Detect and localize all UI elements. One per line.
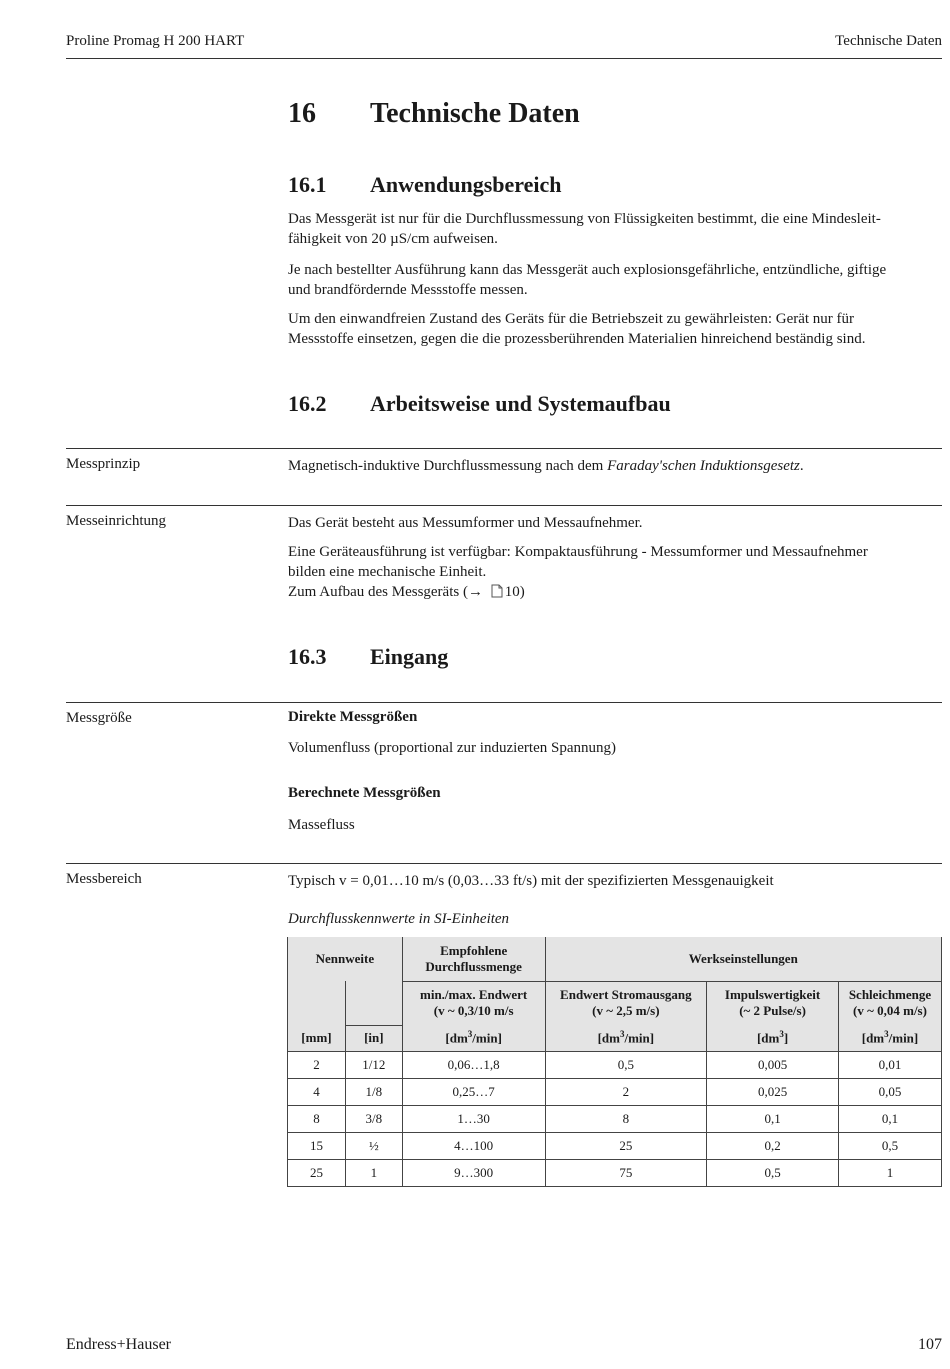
label-messprinzip: Messprinzip: [66, 456, 141, 472]
header-line: Endwert Stromausgang: [560, 987, 692, 1003]
page-icon: [491, 584, 503, 598]
row-rule: [66, 448, 942, 449]
table-cell: 0,025: [707, 1078, 839, 1105]
table-cell: 0,01: [839, 1051, 942, 1078]
table-cell: 1/12: [345, 1051, 402, 1078]
unit-in: [in]: [345, 1025, 402, 1051]
messeinrichtung-p2: [288, 542, 943, 602]
berechnete-messgroessen-heading: Berechnete Messgrößen: [288, 785, 441, 801]
running-header-right: Technische Daten: [835, 33, 942, 49]
text-span: Magnetisch-induktive Durchflussmessung nach dem: [288, 458, 608, 474]
table-cell: 0,005: [707, 1051, 839, 1078]
header-line: (~ 2 Pulse/s): [739, 1003, 806, 1019]
messbereich-text: Typisch v = 0,01…10 m/s (0,03…33 ft/s) mit der spezifizierten Messgenauigkeit: [288, 873, 774, 889]
table-cell: 0,5: [839, 1132, 942, 1159]
faraday-law-term: Faraday'schen Induktionsgesetz: [607, 458, 800, 474]
unit-flow: $[dm^3/\min]$: [402, 1025, 545, 1051]
berechnete-messgroessen-text: Massefluss: [288, 817, 355, 833]
chapter-number: 16: [288, 98, 316, 129]
section-heading-16-1: [288, 172, 562, 198]
unit-schleich: $[dm^3/\min]$: [839, 1025, 942, 1051]
header-endwert: [545, 981, 707, 1025]
header-line: (v ~ 0,3/10 m/s: [433, 1003, 514, 1019]
header-minmax: [402, 981, 545, 1025]
arrow-right-icon: →: [467, 584, 483, 600]
table-row: [288, 1132, 942, 1159]
table-cell: 0,05: [839, 1078, 942, 1105]
chapter-title: [288, 98, 580, 130]
unit-impuls: $[dm^3]$: [707, 1025, 839, 1051]
paragraph-usage-1: [288, 209, 943, 249]
table-caption: Durchflusskennwerte in SI-Einheiten: [288, 911, 510, 927]
table-cell: ½: [345, 1132, 402, 1159]
page-number: 107: [918, 1336, 942, 1353]
table-cell: 8: [545, 1105, 707, 1132]
unit-endwert: $[dm^3/\min]$: [545, 1025, 707, 1051]
row-rule: [66, 702, 942, 703]
table-cell: 9…300: [402, 1159, 545, 1186]
text-line: Eine Geräteausführung ist verfügbar: Kompaktausführung - Messumformer und Messaufnehmer: [288, 544, 868, 560]
table-cell: 2: [545, 1078, 707, 1105]
table-cell: 0,06…1,8: [402, 1051, 545, 1078]
cross-reference[interactable]: [288, 582, 943, 602]
table-cell: 1: [345, 1159, 402, 1186]
header-line: Impulswertigkeit: [724, 987, 821, 1003]
messeinrichtung-p1: Das Gerät besteht aus Messumformer und Messaufnehmer.: [288, 515, 643, 531]
table-cell: 75: [545, 1159, 707, 1186]
table-cell: 4: [288, 1078, 346, 1105]
text-line: Messstoffe einsetzen, gegen die die prozessberührenden Materialien hinreichend beständig sind.: [288, 331, 866, 347]
table-cell: 2: [288, 1051, 346, 1078]
header-schleich: [839, 981, 942, 1025]
table-row: [288, 1159, 942, 1186]
table-cell: 3/8: [345, 1105, 402, 1132]
header-nennweite: Nennweite: [288, 937, 403, 981]
header-spacer: [345, 981, 402, 1025]
header-line: Empfohlene: [440, 942, 508, 958]
text-line: Um den einwandfreien Zustand des Geräts für die Betriebszeit zu gewährleisten: Gerät nur für: [288, 311, 855, 327]
unit-mm: [mm]: [288, 1025, 346, 1051]
section-number: 16.3: [288, 644, 327, 669]
label-messbereich: Messbereich: [66, 871, 142, 887]
section-heading-16-2: [288, 391, 671, 417]
running-header-left: Proline Promag H 200 HART: [66, 33, 245, 49]
table-cell: 25: [288, 1159, 346, 1186]
header-werkseinstellungen: Werkseinstellungen: [545, 937, 941, 981]
row-rule: [66, 505, 942, 506]
table-cell: 0,5: [545, 1051, 707, 1078]
chapter-title-text: Technische Daten: [370, 98, 580, 129]
page-reference: 10): [504, 584, 525, 600]
section-title: Eingang: [370, 644, 449, 669]
text-line: Das Messgerät ist nur für die Durchflussmessung von Flüssigkeiten bestimmt, die eine Mindesleit-: [288, 211, 881, 227]
text-line: Je nach bestellter Ausführung kann das Messgerät auch explosionsgefährliche, entzündliche, giftige: [288, 262, 887, 278]
messprinzip-text: [288, 456, 943, 476]
section-number: 16.2: [288, 391, 327, 416]
direkte-messgroessen-heading: Direkte Messgrößen: [288, 709, 418, 725]
table-cell: 4…100: [402, 1132, 545, 1159]
table-cell: 15: [288, 1132, 346, 1159]
header-line: Durchflussmenge: [425, 958, 522, 974]
table-cell: 0,1: [707, 1105, 839, 1132]
table-cell: 0,25…7: [402, 1078, 545, 1105]
table-cell: 1…30: [402, 1105, 545, 1132]
text-line: bilden eine mechanische Einheit.: [288, 564, 487, 580]
section-title: Anwendungsbereich: [370, 172, 562, 197]
table-cell: 25: [545, 1132, 707, 1159]
header-line: (v ~ 0,04 m/s): [853, 1003, 927, 1019]
table-cell: 0,5: [707, 1159, 839, 1186]
label-messgroesse: Messgröße: [66, 710, 132, 726]
flow-values-table: [287, 937, 942, 1187]
header-empfohlene: [402, 937, 545, 981]
table-cell: 8: [288, 1105, 346, 1132]
direkte-messgroessen-text: Volumenfluss (proportional zur induzierten Spannung): [288, 740, 616, 756]
header-spacer: [288, 981, 346, 1025]
text-span: Zum Aufbau des Messgeräts (: [288, 584, 468, 600]
footer-brand: Endress+Hauser: [66, 1336, 171, 1353]
header-rule: [66, 58, 942, 59]
header-impuls: [707, 981, 839, 1025]
text-span: .: [799, 458, 804, 474]
table-row: [288, 1078, 942, 1105]
text-line: fähigkeit von 20 µS/cm aufweisen.: [288, 231, 498, 247]
table-cell: 0,2: [707, 1132, 839, 1159]
paragraph-usage-3: [288, 309, 943, 349]
label-messeinrichtung: Messeinrichtung: [66, 513, 166, 529]
table-cell: 1/8: [345, 1078, 402, 1105]
paragraph-usage-2: [288, 260, 943, 300]
table-cell: 0,1: [839, 1105, 942, 1132]
table-cell: 1: [839, 1159, 942, 1186]
section-title: Arbeitsweise und Systemaufbau: [370, 391, 671, 416]
section-heading-16-3: [288, 644, 448, 670]
header-line: min./max. Endwert: [420, 987, 528, 1003]
header-line: Schleichmenge: [848, 987, 932, 1003]
row-rule: [66, 863, 942, 864]
section-number: 16.1: [288, 172, 327, 197]
table-row: [288, 1105, 942, 1132]
text-line: und brandfördernde Messstoffe messen.: [288, 282, 528, 298]
table-row: [288, 1051, 942, 1078]
header-line: (v ~ 2,5 m/s): [592, 1003, 660, 1019]
